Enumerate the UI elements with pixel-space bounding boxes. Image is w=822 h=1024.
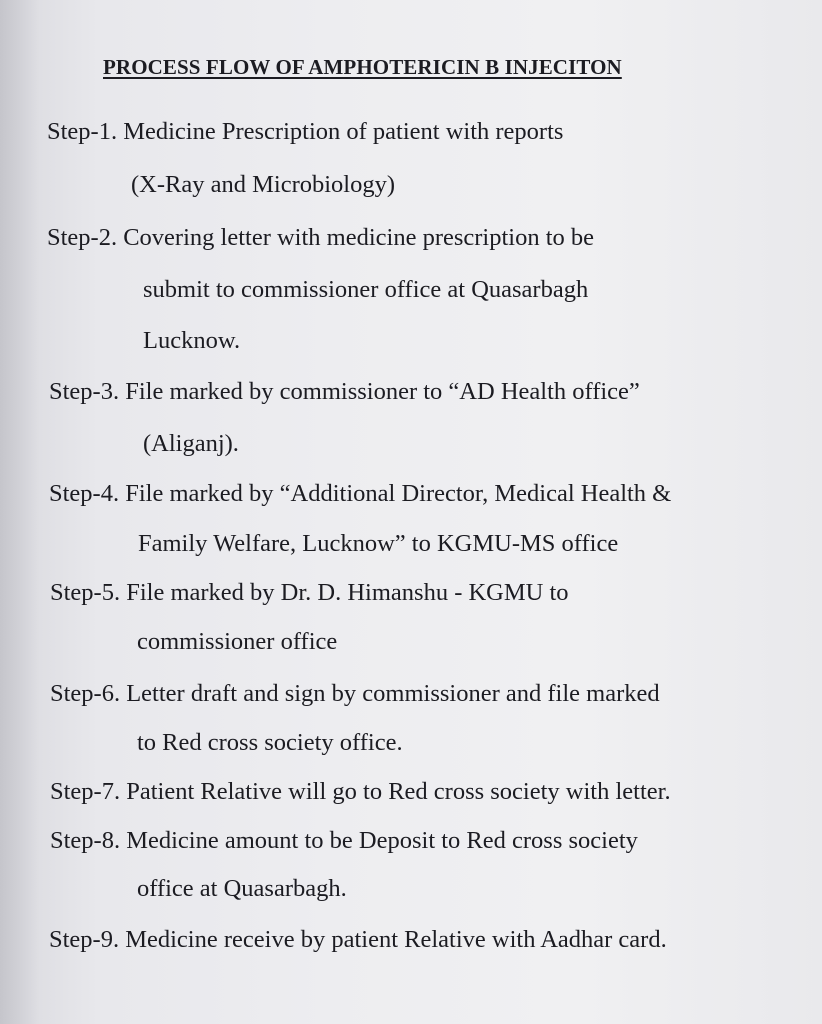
step-4-label: Step-4. (49, 480, 120, 507)
step-9-first-line (49, 928, 667, 953)
step-7-text-line-1: Patient Relative will go to Red cross society with letter. (126, 778, 671, 805)
step-4-text-line-1: File marked by “Additional Director, Medical Health & (125, 480, 672, 507)
step-5-first-line (50, 581, 569, 606)
step-7-label: Step-7. (50, 778, 121, 805)
step-5-label: Step-5. (50, 579, 121, 606)
step-7-first-line (50, 780, 671, 805)
step-3-first-line (49, 380, 640, 405)
step-5-text-line-2: commissioner office (137, 628, 338, 655)
document-title: PROCESS FLOW OF AMPHOTERICIN B INJECITON (103, 55, 622, 79)
step-6-text-line-2: to Red cross society office. (137, 729, 403, 756)
step-2-text-line-1: Covering letter with medicine prescription to be (123, 224, 595, 251)
step-1-first-line (47, 120, 563, 145)
step-1-label: Step-1. (47, 118, 118, 145)
step-6-label: Step-6. (50, 680, 121, 707)
step-2-label: Step-2. (47, 224, 118, 251)
step-9-text-line-1: Medicine receive by patient Relative with Aadhar card. (125, 926, 667, 953)
step-6-first-line (50, 682, 660, 707)
step-8-text-line-2: office at Quasarbagh. (137, 875, 347, 902)
step-2-text-line-3: Lucknow. (143, 327, 241, 354)
step-1-text-line-1: Medicine Prescription of patient with reports (123, 118, 564, 145)
step-4-text-line-2: Family Welfare, Lucknow” to KGMU-MS office (138, 530, 619, 557)
step-8-label: Step-8. (50, 827, 121, 854)
step-6-text-line-1: Letter draft and sign by commissioner and file marked (126, 680, 660, 707)
step-2-first-line (47, 226, 594, 251)
step-9-label: Step-9. (49, 926, 120, 953)
step-2-text-line-2: submit to commissioner office at Quasarbagh (143, 276, 589, 303)
step-8-first-line (50, 829, 638, 854)
step-8-text-line-1: Medicine amount to be Deposit to Red cross society (126, 827, 638, 854)
page-edge-shadow (0, 0, 40, 1024)
step-3-label: Step-3. (49, 378, 120, 405)
step-3-text-line-1: File marked by commissioner to “AD Health office” (125, 378, 640, 405)
step-4-first-line (49, 482, 671, 507)
step-3-text-line-2: (Aliganj). (143, 430, 239, 457)
step-5-text-line-1: File marked by Dr. D. Himanshu - KGMU to (126, 579, 569, 606)
step-1-text-line-2: (X-Ray and Microbiology) (131, 171, 395, 198)
